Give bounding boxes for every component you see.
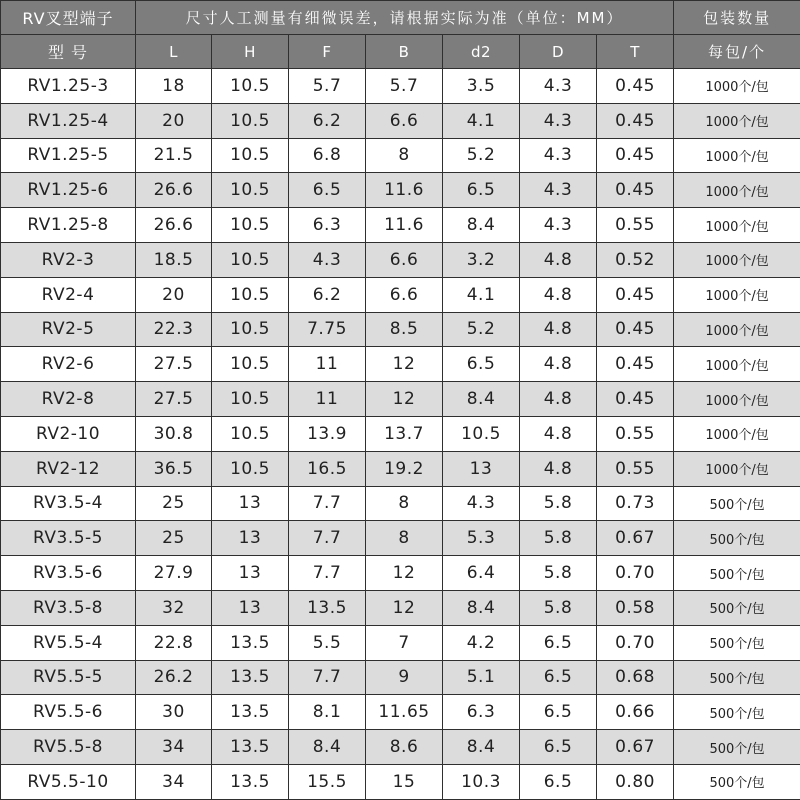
l-cell: 27.9 [136, 556, 212, 591]
table-row [1, 347, 800, 382]
model-cell: RV1.25-3 [1, 69, 136, 104]
header-row-top [1, 1, 800, 35]
b-cell: 5.7 [366, 69, 443, 104]
d2-cell: 4.2 [443, 625, 520, 660]
t-cell: 0.67 [597, 521, 674, 556]
d2-cell: 6.4 [443, 556, 520, 591]
package-qty-cell: 1000个/包 [674, 382, 800, 417]
package-qty-cell: 500个/包 [674, 590, 800, 625]
d-cell: 6.5 [520, 764, 597, 799]
h-cell: 10.5 [212, 138, 289, 173]
d2-cell: 8.4 [443, 382, 520, 417]
b-cell: 12 [366, 347, 443, 382]
model-cell: RV2-6 [1, 347, 136, 382]
b-cell: 11.6 [366, 208, 443, 243]
h-cell: 13.5 [212, 660, 289, 695]
h-cell: 13.5 [212, 764, 289, 799]
b-cell: 8.5 [366, 312, 443, 347]
f-cell: 16.5 [289, 451, 366, 486]
table-header [1, 1, 800, 69]
package-qty-cell: 1000个/包 [674, 451, 800, 486]
f-cell: 6.3 [289, 208, 366, 243]
table-row [1, 625, 800, 660]
h-cell: 10.5 [212, 103, 289, 138]
d2-cell: 3.2 [443, 242, 520, 277]
d-cell: 4.8 [520, 312, 597, 347]
l-cell: 27.5 [136, 382, 212, 417]
f-cell: 7.7 [289, 486, 366, 521]
d2-cell: 6.5 [443, 173, 520, 208]
model-cell: RV3.5-4 [1, 486, 136, 521]
b-cell: 8 [366, 138, 443, 173]
model-cell: RV2-5 [1, 312, 136, 347]
d-cell: 6.5 [520, 695, 597, 730]
package-header-top: 包装数量 [674, 1, 800, 35]
l-cell: 34 [136, 764, 212, 799]
model-cell: RV1.25-8 [1, 208, 136, 243]
d-cell: 6.5 [520, 625, 597, 660]
d-cell: 5.8 [520, 521, 597, 556]
l-cell: 34 [136, 730, 212, 765]
d-cell: 4.8 [520, 451, 597, 486]
d-cell: 4.8 [520, 242, 597, 277]
l-cell: 22.3 [136, 312, 212, 347]
h-cell: 10.5 [212, 242, 289, 277]
b-cell: 13.7 [366, 416, 443, 451]
package-qty-cell: 500个/包 [674, 695, 800, 730]
l-cell: 32 [136, 590, 212, 625]
b-cell: 19.2 [366, 451, 443, 486]
b-cell: 6.6 [366, 242, 443, 277]
l-cell: 20 [136, 103, 212, 138]
d-cell: 4.8 [520, 277, 597, 312]
l-cell: 30 [136, 695, 212, 730]
d2-cell: 8.4 [443, 730, 520, 765]
d2-cell: 5.3 [443, 521, 520, 556]
package-qty-cell: 500个/包 [674, 625, 800, 660]
b-cell: 11.65 [366, 695, 443, 730]
table-row [1, 382, 800, 417]
package-qty-cell: 500个/包 [674, 521, 800, 556]
f-cell: 7.7 [289, 521, 366, 556]
d-cell: 6.5 [520, 660, 597, 695]
d2-cell: 8.4 [443, 208, 520, 243]
l-cell: 25 [136, 521, 212, 556]
f-cell: 6.8 [289, 138, 366, 173]
b-cell: 15 [366, 764, 443, 799]
b-cell: 8 [366, 486, 443, 521]
model-cell: RV3.5-8 [1, 590, 136, 625]
package-qty-cell: 1000个/包 [674, 103, 800, 138]
l-cell: 22.8 [136, 625, 212, 660]
f-cell: 5.7 [289, 69, 366, 104]
d-cell: 4.8 [520, 416, 597, 451]
model-cell: RV2-3 [1, 242, 136, 277]
table-row [1, 208, 800, 243]
b-cell: 11.6 [366, 173, 443, 208]
f-cell: 8.4 [289, 730, 366, 765]
h-cell: 10.5 [212, 451, 289, 486]
d-cell: 4.3 [520, 69, 597, 104]
d2-cell: 10.5 [443, 416, 520, 451]
package-qty-cell: 1000个/包 [674, 347, 800, 382]
t-cell: 0.58 [597, 590, 674, 625]
table-row [1, 590, 800, 625]
l-cell: 36.5 [136, 451, 212, 486]
column-header-b: B [366, 35, 443, 69]
package-qty-cell: 1000个/包 [674, 69, 800, 104]
d-cell: 4.3 [520, 208, 597, 243]
model-header-bottom: 型 号 [1, 35, 136, 69]
b-cell: 9 [366, 660, 443, 695]
l-cell: 27.5 [136, 347, 212, 382]
table-row [1, 486, 800, 521]
model-cell: RV1.25-4 [1, 103, 136, 138]
f-cell: 8.1 [289, 695, 366, 730]
table-row [1, 764, 800, 799]
d2-cell: 4.1 [443, 103, 520, 138]
t-cell: 0.70 [597, 625, 674, 660]
t-cell: 0.70 [597, 556, 674, 591]
t-cell: 0.45 [597, 312, 674, 347]
b-cell: 7 [366, 625, 443, 660]
t-cell: 0.55 [597, 416, 674, 451]
table-row [1, 138, 800, 173]
package-qty-cell: 1000个/包 [674, 242, 800, 277]
b-cell: 6.6 [366, 103, 443, 138]
column-header-d: D [520, 35, 597, 69]
d-cell: 4.8 [520, 347, 597, 382]
f-cell: 7.7 [289, 556, 366, 591]
d2-cell: 6.5 [443, 347, 520, 382]
h-cell: 10.5 [212, 416, 289, 451]
table-row [1, 416, 800, 451]
f-cell: 13.9 [289, 416, 366, 451]
table-row [1, 277, 800, 312]
package-qty-cell: 500个/包 [674, 764, 800, 799]
f-cell: 5.5 [289, 625, 366, 660]
h-cell: 10.5 [212, 173, 289, 208]
model-cell: RV1.25-6 [1, 173, 136, 208]
b-cell: 12 [366, 382, 443, 417]
h-cell: 10.5 [212, 312, 289, 347]
h-cell: 10.5 [212, 277, 289, 312]
b-cell: 8.6 [366, 730, 443, 765]
h-cell: 10.5 [212, 69, 289, 104]
f-cell: 13.5 [289, 590, 366, 625]
d-cell: 4.3 [520, 173, 597, 208]
d-cell: 4.3 [520, 103, 597, 138]
model-cell: RV5.5-8 [1, 730, 136, 765]
table-row [1, 312, 800, 347]
b-cell: 12 [366, 556, 443, 591]
d-cell: 4.3 [520, 138, 597, 173]
model-cell: RV5.5-4 [1, 625, 136, 660]
t-cell: 0.45 [597, 347, 674, 382]
d-cell: 5.8 [520, 590, 597, 625]
t-cell: 0.52 [597, 242, 674, 277]
package-qty-cell: 1000个/包 [674, 277, 800, 312]
b-cell: 6.6 [366, 277, 443, 312]
dimensions-note-header: 尺寸人工测量有细微误差，请根据实际为准（单位：MM） [136, 1, 674, 35]
d-cell: 5.8 [520, 486, 597, 521]
h-cell: 13 [212, 486, 289, 521]
d2-cell: 5.1 [443, 660, 520, 695]
package-qty-cell: 1000个/包 [674, 416, 800, 451]
t-cell: 0.45 [597, 138, 674, 173]
package-qty-cell: 500个/包 [674, 660, 800, 695]
package-qty-cell: 500个/包 [674, 556, 800, 591]
model-cell: RV1.25-5 [1, 138, 136, 173]
d2-cell: 4.3 [443, 486, 520, 521]
t-cell: 0.45 [597, 103, 674, 138]
table-row [1, 660, 800, 695]
d2-cell: 5.2 [443, 138, 520, 173]
table-row [1, 730, 800, 765]
package-header-bottom: 每包/个 [674, 35, 800, 69]
h-cell: 10.5 [212, 347, 289, 382]
l-cell: 30.8 [136, 416, 212, 451]
h-cell: 13.5 [212, 695, 289, 730]
f-cell: 11 [289, 382, 366, 417]
package-qty-cell: 1000个/包 [674, 312, 800, 347]
package-qty-cell: 1000个/包 [674, 138, 800, 173]
header-row-bottom [1, 35, 800, 69]
d2-cell: 13 [443, 451, 520, 486]
h-cell: 13 [212, 556, 289, 591]
table-row [1, 242, 800, 277]
package-qty-cell: 1000个/包 [674, 173, 800, 208]
h-cell: 10.5 [212, 208, 289, 243]
f-cell: 11 [289, 347, 366, 382]
h-cell: 13 [212, 521, 289, 556]
d-cell: 5.8 [520, 556, 597, 591]
l-cell: 18.5 [136, 242, 212, 277]
h-cell: 13 [212, 590, 289, 625]
l-cell: 21.5 [136, 138, 212, 173]
column-header-h: H [212, 35, 289, 69]
table-row [1, 173, 800, 208]
t-cell: 0.80 [597, 764, 674, 799]
table-row [1, 695, 800, 730]
l-cell: 26.6 [136, 208, 212, 243]
table-body [1, 69, 800, 800]
model-cell: RV5.5-6 [1, 695, 136, 730]
table-row [1, 103, 800, 138]
h-cell: 10.5 [212, 382, 289, 417]
package-qty-cell: 500个/包 [674, 486, 800, 521]
model-cell: RV2-4 [1, 277, 136, 312]
model-cell: RV5.5-5 [1, 660, 136, 695]
f-cell: 4.3 [289, 242, 366, 277]
package-qty-cell: 500个/包 [674, 730, 800, 765]
d2-cell: 5.2 [443, 312, 520, 347]
h-cell: 13.5 [212, 625, 289, 660]
f-cell: 15.5 [289, 764, 366, 799]
d2-cell: 3.5 [443, 69, 520, 104]
model-cell: RV3.5-6 [1, 556, 136, 591]
d-cell: 4.8 [520, 382, 597, 417]
table-row [1, 521, 800, 556]
d-cell: 6.5 [520, 730, 597, 765]
t-cell: 0.55 [597, 451, 674, 486]
model-header-top: RV叉型端子 [1, 1, 136, 35]
table-row [1, 556, 800, 591]
f-cell: 7.7 [289, 660, 366, 695]
d2-cell: 4.1 [443, 277, 520, 312]
model-cell: RV5.5-10 [1, 764, 136, 799]
l-cell: 26.6 [136, 173, 212, 208]
b-cell: 8 [366, 521, 443, 556]
t-cell: 0.45 [597, 173, 674, 208]
l-cell: 20 [136, 277, 212, 312]
package-qty-cell: 1000个/包 [674, 208, 800, 243]
d2-cell: 10.3 [443, 764, 520, 799]
t-cell: 0.73 [597, 486, 674, 521]
model-cell: RV2-12 [1, 451, 136, 486]
d2-cell: 6.3 [443, 695, 520, 730]
model-cell: RV3.5-5 [1, 521, 136, 556]
f-cell: 6.2 [289, 103, 366, 138]
t-cell: 0.68 [597, 660, 674, 695]
f-cell: 7.75 [289, 312, 366, 347]
column-header-d2: d2 [443, 35, 520, 69]
model-cell: RV2-8 [1, 382, 136, 417]
t-cell: 0.45 [597, 382, 674, 417]
t-cell: 0.45 [597, 69, 674, 104]
t-cell: 0.67 [597, 730, 674, 765]
table-row [1, 69, 800, 104]
column-header-l: L [136, 35, 212, 69]
t-cell: 0.55 [597, 208, 674, 243]
f-cell: 6.5 [289, 173, 366, 208]
b-cell: 12 [366, 590, 443, 625]
table-row [1, 451, 800, 486]
d2-cell: 8.4 [443, 590, 520, 625]
t-cell: 0.66 [597, 695, 674, 730]
h-cell: 13.5 [212, 730, 289, 765]
l-cell: 26.2 [136, 660, 212, 695]
column-header-f: F [289, 35, 366, 69]
column-header-t: T [597, 35, 674, 69]
f-cell: 6.2 [289, 277, 366, 312]
l-cell: 25 [136, 486, 212, 521]
t-cell: 0.45 [597, 277, 674, 312]
l-cell: 18 [136, 69, 212, 104]
model-cell: RV2-10 [1, 416, 136, 451]
